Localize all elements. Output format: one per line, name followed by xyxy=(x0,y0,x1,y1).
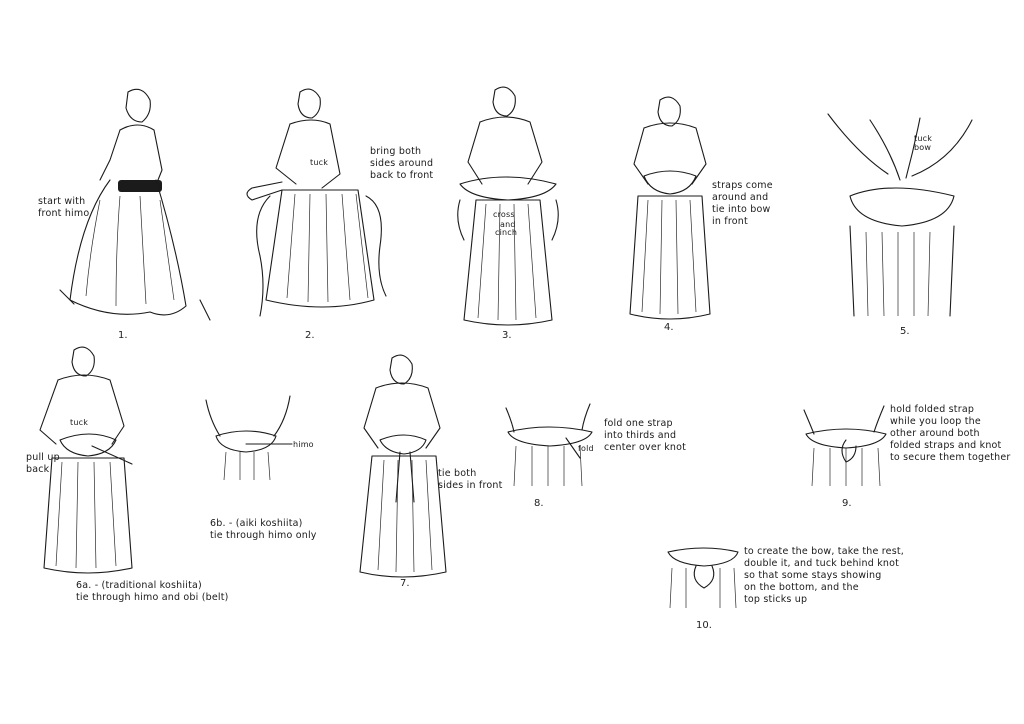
step-3-number: 3. xyxy=(502,330,512,341)
step-4-number: 4. xyxy=(664,322,674,333)
step-8-caption: fold one strap into thirds and center over knot xyxy=(604,418,687,453)
step-6b-himo-label: himo xyxy=(293,440,314,449)
step-7-caption: tie both sides in front xyxy=(438,468,503,491)
step-5-caption: tuck bow xyxy=(914,134,933,152)
step-8-fold-tag: fold xyxy=(578,444,594,453)
step-6-tuck-tag: tuck xyxy=(70,418,89,427)
step-2-tag: tuck xyxy=(310,158,329,167)
step-2-number: 2. xyxy=(305,330,315,341)
figure-10-illustration xyxy=(668,548,738,608)
step-7-number: 7. xyxy=(400,578,410,589)
step-9-number: 9. xyxy=(842,498,852,509)
figure-5-illustration xyxy=(828,114,972,316)
step-3-caption-cinch: cinch xyxy=(495,228,518,237)
figure-4-illustration xyxy=(630,97,710,319)
step-10-caption: to create the bow, take the rest, double it, and tuck behind knot so that some stays showing on the bottom, and the top sticks up xyxy=(744,546,905,605)
figure-9-illustration xyxy=(804,406,886,486)
step-6-pull-caption: pull up back xyxy=(26,452,60,475)
figure-3-illustration xyxy=(458,87,559,325)
step-3-caption-cross: cross xyxy=(493,210,515,219)
figure-7-illustration xyxy=(360,355,446,577)
step-10-number: 10. xyxy=(696,620,712,631)
step-9-caption: hold folded strap while you loop the other around both folded straps and knot to secure them together xyxy=(890,404,1011,463)
step-4-caption: straps come around and tie into bow in front xyxy=(712,180,773,227)
step-8-number: 8. xyxy=(534,498,544,509)
step-1-caption: start with front himo xyxy=(38,196,90,219)
step-3-caption-and: and xyxy=(500,220,516,229)
figure-2-illustration xyxy=(247,89,386,316)
step-6b-caption: 6b. - (aiki koshiita) tie through himo only xyxy=(210,518,317,541)
figure-6b-illustration xyxy=(206,396,292,480)
step-5-number: 5. xyxy=(900,326,910,337)
step-2-caption: bring both sides around back to front xyxy=(370,146,434,181)
step-6a-caption: 6a. - (traditional koshiita) tie through himo and obi (belt) xyxy=(76,580,229,603)
step-1-number: 1. xyxy=(118,330,128,341)
